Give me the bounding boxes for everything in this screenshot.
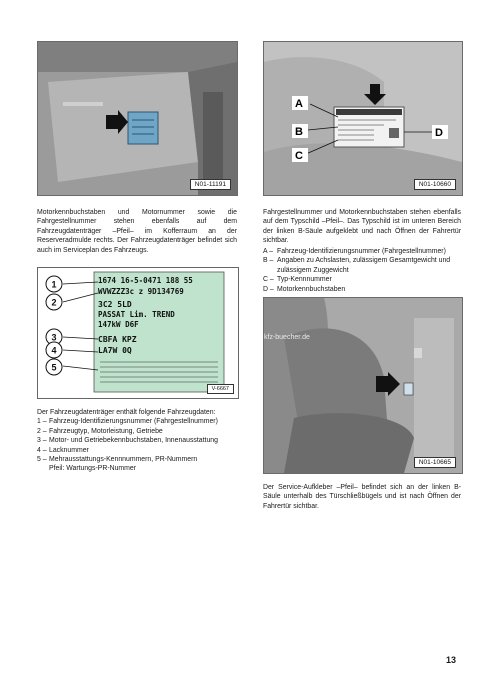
callout-number: 1: [51, 279, 57, 290]
callout-label: C: [295, 150, 303, 162]
list-item: 2 – Fahrzeugtyp, Motorleistung, Getriebe: [37, 427, 163, 435]
watermark-text: kfz-buecher.de: [264, 334, 310, 341]
callout-number: 5: [51, 362, 57, 373]
callout-number: 4: [51, 345, 57, 356]
sticker-line: 147kW D6F: [98, 320, 139, 329]
callout-label: D: [435, 127, 443, 139]
figure-vehicle-data-sticker: [37, 267, 239, 399]
paragraph-text: Motorkennbuchstaben und Motornummer sowie die Fahrgestellnummer stehen ebenfalls auf dem Fahrzeugdatenträger –Pfeil– im Kofferraum an der Reserveradmulde rechts. Der Fahrzeugdatenträger befindet sich auch im Serviceplan des Fahrzeugs.: [37, 209, 237, 254]
paragraph-text: Der Service-Aufkleber –Pfeil– befindet sich an der linken B-Säule unterhalb des Türschließbügels und ist nach Öffnen der Fahrertür sichtbar.: [263, 484, 461, 510]
typeplate-legend: [263, 247, 461, 294]
list-item: D – Motorkennbuchstaben: [263, 285, 346, 293]
sticker-line: CBFA KPZ: [98, 335, 137, 344]
callout-label: A: [295, 98, 303, 110]
legend-intro: Der Fahrzeugdatenträger enthält folgende Fahrzeugdaten:: [37, 409, 216, 416]
list-item: 3 – Motor- und Getriebekennbuchstaben, Innenausstattung: [37, 437, 218, 445]
callout-number: 3: [51, 332, 57, 343]
figure-trunk-photo: [37, 41, 238, 196]
sticker-line: 3C2 5LD: [98, 300, 132, 309]
list-item: A – Fahrzeug-Identifizierungsnummer (Fahrgestellnummer): [263, 248, 446, 255]
sticker-line: PASSAT Lim. TREND: [98, 310, 175, 319]
figure-ref: N01-10660: [414, 179, 456, 190]
figure-ref: N01-11191: [190, 179, 231, 190]
figure-ref: N01-10665: [414, 457, 456, 468]
list-item: 4 – Lacknummer: [37, 446, 89, 454]
paragraph-service-sticker: [263, 483, 461, 511]
figure-service-sticker-photo: [263, 297, 463, 474]
list-item: Pfeil: Wartungs-PR-Nummer: [49, 465, 137, 473]
list-item: 5 – Mehrausstattungs-Kennnummern, PR-Nummern: [37, 456, 198, 464]
paragraph-text: Fahrgestellnummer und Motorkennbuchstaben stehen ebenfalls auf dem Typschild –Pfeil–. Das Typschild ist im unteren Bereich der linken B-Säule aufgeklebt und nach Öffnen der Fahrertür sichtbar.: [263, 209, 461, 245]
list-item: B – Angaben zu Achslasten, zulässigem Gesamtgewicht und zulässigem Zuggewicht: [263, 257, 451, 274]
callout-number: 2: [51, 297, 57, 308]
list-item: C – Typ-Kennnummer: [263, 276, 332, 284]
sticker-line: LA7W 0Q: [98, 346, 132, 355]
callout-label: B: [295, 126, 303, 138]
figure-ref: V-6667: [207, 384, 234, 394]
list-item: 1 – Fahrzeug-Identifizierungsnummer (Fahrgestellnummer): [37, 418, 218, 426]
vehicle-data-legend: [37, 408, 242, 474]
sticker-line: WVWZZZ3c z 9D134769: [98, 287, 184, 296]
sticker-line: 1674 16-5-0471 188 55: [98, 276, 193, 285]
figure-typeplate-photo: [263, 41, 463, 196]
paragraph-engine-code: [37, 208, 237, 255]
page-number: 13: [446, 655, 457, 665]
paragraph-typeplate: [263, 208, 461, 246]
